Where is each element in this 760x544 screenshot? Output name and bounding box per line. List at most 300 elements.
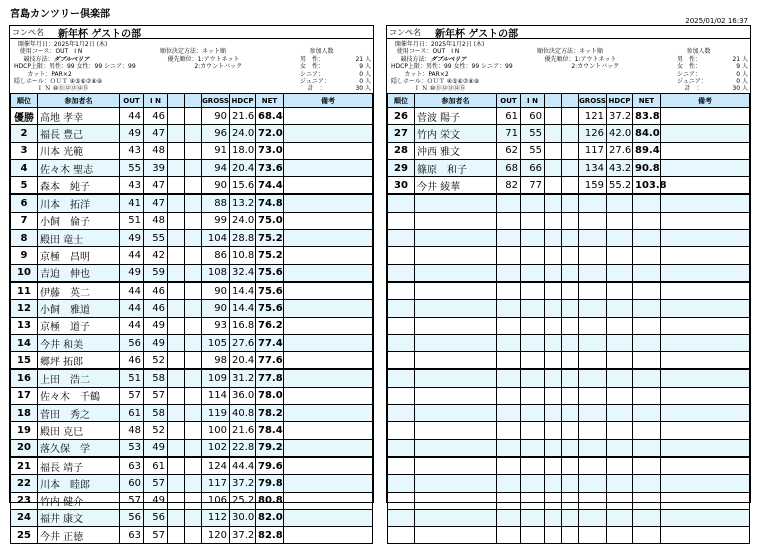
in-cell: 61 [144,457,168,475]
out-cell: 46 [120,352,144,370]
rank-cell: 7 [11,212,38,229]
note-cell [284,125,373,142]
blank-cell [168,492,185,509]
blank-cell [562,387,579,404]
net-cell: 75.2 [256,247,284,264]
compe-info [387,39,750,93]
count-value: 21 人 [732,55,748,63]
note-cell [661,369,750,387]
note-cell [284,142,373,159]
blank-cell [562,457,579,475]
note-cell [661,475,750,492]
net-cell: 75.0 [256,212,284,229]
blank-cell [168,387,185,404]
count-value: 30 人 [355,85,371,93]
in-cell [521,230,545,247]
net-cell [633,247,661,264]
note-cell [661,422,750,439]
gross-cell: 88 [202,194,230,212]
blank-cell [562,264,579,282]
name-cell [415,282,497,300]
hdcp-cell: 18.0 [230,142,256,159]
note-cell [661,387,750,404]
in-cell: 48 [144,212,168,229]
blank-cell [562,247,579,264]
out-cell: 63 [120,527,144,544]
hdcp-cell: 25.2 [230,492,256,509]
compe-title-bar [387,26,750,39]
info-col-2 [160,41,242,71]
out-cell [497,387,521,404]
out-cell: 63 [120,457,144,475]
note-cell [284,317,373,334]
decide-value: ネット順 [579,48,604,56]
in-cell [521,264,545,282]
blank-cell [168,108,185,125]
out-cell: 44 [120,300,144,317]
in-cell: 46 [144,282,168,300]
info-col-1 [14,41,136,93]
decide-value: ネット順 [202,48,227,56]
note-cell [661,527,750,544]
blank-cell [168,334,185,351]
net-cell [633,422,661,439]
gross-cell: 98 [202,352,230,370]
in-cell: 55 [521,142,545,159]
compe-label: コンペ名 [12,28,44,37]
note-cell [284,387,373,404]
blank-cell [185,247,202,264]
priority-label: 優先順位： [167,55,198,63]
blank-cell [185,509,202,526]
in-cell: 57 [144,387,168,404]
hidden-label: 隠しホール： [391,78,427,86]
gross-cell: 109 [202,369,230,387]
gross-cell: 93 [202,317,230,334]
name-cell [415,369,497,387]
gross-cell [579,509,607,526]
blank-cell [168,159,185,176]
info-col-1 [391,41,513,93]
header-blank [168,94,185,108]
table-row [388,334,750,351]
name-cell [415,422,497,439]
net-cell: 80.8 [256,492,284,509]
rank-cell: 12 [11,300,38,317]
gross-cell: 105 [202,334,230,351]
priority-2: 2:カウントバック [571,63,620,71]
in-cell [521,334,545,351]
left-panel [9,25,374,543]
blank-cell [562,352,579,370]
table-row [388,142,750,159]
blank-cell [562,369,579,387]
blank-cell [545,247,562,264]
blank-cell [185,334,202,351]
net-cell: 84.0 [633,125,661,142]
note-cell [284,264,373,282]
gross-cell [579,352,607,370]
table-row [11,177,373,195]
gross-cell: 104 [202,230,230,247]
table-header [11,94,373,108]
table-row [11,142,373,159]
net-cell [633,334,661,351]
out-cell: 56 [120,509,144,526]
blank-cell [168,527,185,544]
table-row [11,108,373,125]
net-cell [633,264,661,282]
net-cell [633,457,661,475]
table-row [11,352,373,370]
out-cell: 43 [120,177,144,195]
rank-cell [388,369,415,387]
results-table [10,93,373,544]
gross-cell [579,439,607,457]
header-blank [545,94,562,108]
blank-cell [185,439,202,457]
out-cell [497,457,521,475]
gross-cell [579,282,607,300]
hdcp-cell: 13.2 [230,194,256,212]
hdcp-cell [607,334,633,351]
rank-cell: 10 [11,264,38,282]
out-cell [497,282,521,300]
out-cell [497,317,521,334]
name-cell [415,439,497,457]
count-value: 9 人 [359,63,371,71]
name-cell: 篠原 和子 [415,159,497,176]
in-cell: 39 [144,159,168,176]
net-cell: 76.2 [256,317,284,334]
out-cell [497,352,521,370]
blank-cell [562,317,579,334]
hdcp-cell: 31.2 [230,369,256,387]
rank-cell [388,247,415,264]
hdcp-cell: 14.4 [230,300,256,317]
decide-label: 順位決定方法： [537,48,580,56]
table-row [388,352,750,370]
name-cell: 殿田 克巳 [38,422,120,439]
name-cell: 福長 靖子 [38,457,120,475]
out-cell: 60 [120,475,144,492]
note-cell [284,527,373,544]
compe-name: 新年杯 ゲストの部 [435,29,519,40]
hdcp-cell [607,194,633,212]
blank-cell [562,475,579,492]
out-cell: 49 [120,230,144,247]
blank-cell [185,125,202,142]
note-cell [661,142,750,159]
net-cell [633,352,661,370]
count-value: 21 人 [355,55,371,63]
gross-cell: 102 [202,439,230,457]
out-cell [497,247,521,264]
name-cell [415,212,497,229]
name-cell: 殿田 竜士 [38,230,120,247]
blank-cell [168,405,185,422]
blank-cell [168,369,185,387]
hdcp-cell: 40.8 [230,405,256,422]
date-label: 開催年月日： [17,41,54,48]
table-row [11,387,373,404]
name-cell: 落久保 学 [38,439,120,457]
net-cell [633,439,661,457]
rank-cell [388,475,415,492]
priority-label: 優先順位： [544,55,575,63]
course-value: OUT I N [55,48,83,56]
in-cell [521,457,545,475]
name-cell [415,317,497,334]
hdcp-cell [607,264,633,282]
header-blank [562,94,579,108]
table-row [388,509,750,526]
table-row [388,317,750,334]
rank-cell: 8 [11,230,38,247]
blank-cell [168,300,185,317]
out-cell: 51 [120,369,144,387]
date-value: 2025年1月2日 (木) [430,41,485,48]
header-net: NET [633,94,661,108]
rank-cell [388,387,415,404]
note-cell [284,457,373,475]
note-cell [661,247,750,264]
blank-cell [185,282,202,300]
name-cell: 森本 純子 [38,177,120,195]
hidden-out: ＯＵＴ ④⑤⑥⑦⑧⑨ [49,78,103,86]
info-count-labels [677,41,711,93]
count-value: 0 人 [359,78,371,86]
header-rank: 順位 [388,94,415,108]
blank-cell [545,387,562,404]
name-cell [415,475,497,492]
hdcp-value: 男性：99 女性：99 シニア：99 [425,63,513,71]
blank-cell [562,125,579,142]
header-gross: GROSS [579,94,607,108]
rank-cell: 3 [11,142,38,159]
course-value: OUT I N [432,48,460,56]
in-cell [521,509,545,526]
blank-cell [168,247,185,264]
name-cell [415,352,497,370]
in-cell [521,439,545,457]
out-cell [497,475,521,492]
blank-cell [168,509,185,526]
in-cell [521,212,545,229]
hdcp-cell: 27.6 [230,334,256,351]
note-cell [661,282,750,300]
count-label: 男 性： [677,55,702,63]
rank-cell: 26 [388,108,415,125]
blank-cell [185,264,202,282]
cut-label: カット： [27,70,52,78]
in-cell [521,422,545,439]
note-cell [284,369,373,387]
blank-cell [185,422,202,439]
note-cell [661,230,750,247]
name-cell: 菅波 陽子 [415,108,497,125]
hdcp-cell [607,300,633,317]
rank-cell: 29 [388,159,415,176]
gross-cell [579,492,607,509]
gross-cell: 120 [202,527,230,544]
gross-cell: 99 [202,212,230,229]
table-row [11,212,373,229]
priority-2: 2:カウントバック [194,63,243,71]
hdcp-cell: 42.0 [607,125,633,142]
rank-cell [388,422,415,439]
name-cell: 竹内 栄文 [415,125,497,142]
in-cell: 77 [521,177,545,195]
in-cell: 59 [144,264,168,282]
note-cell [284,334,373,351]
table-row [388,405,750,422]
in-cell: 46 [144,108,168,125]
net-cell [633,369,661,387]
hdcp-cell: 21.6 [230,422,256,439]
net-cell [633,475,661,492]
name-cell [415,300,497,317]
hdcp-cell [607,405,633,422]
blank-cell [545,369,562,387]
hdcp-cell: 37.2 [607,108,633,125]
name-cell: 沖西 雅文 [415,142,497,159]
note-cell [284,194,373,212]
name-cell: 伊藤 英二 [38,282,120,300]
net-cell: 75.6 [256,300,284,317]
rank-cell: 5 [11,177,38,195]
table-row [388,492,750,509]
rank-cell [388,527,415,544]
blank-cell [545,194,562,212]
net-cell [633,527,661,544]
blank-cell [545,212,562,229]
blank-cell [545,264,562,282]
hidden-out: ＯＵＴ ④⑤⑥⑦⑧⑨ [426,78,480,86]
gross-cell: 90 [202,300,230,317]
gross-cell [579,475,607,492]
gross-cell [579,334,607,351]
blank-cell [168,142,185,159]
out-cell: 44 [120,108,144,125]
in-cell [521,317,545,334]
net-cell [633,317,661,334]
hdcp-cell: 15.6 [230,177,256,195]
blank-cell [545,422,562,439]
info-count-values [723,41,748,93]
hdcp-cell [607,352,633,370]
blank-cell [545,125,562,142]
hdcp-cell: 36.0 [230,387,256,404]
in-cell: 48 [144,142,168,159]
out-cell [497,422,521,439]
blank-cell [185,142,202,159]
header-hdcp: HDCP [607,94,633,108]
in-cell [521,475,545,492]
hdcp-cell: 24.0 [230,125,256,142]
blank-cell [185,387,202,404]
note-cell [284,509,373,526]
count-value: 9 人 [736,63,748,71]
table-row [388,212,750,229]
out-cell: 41 [120,194,144,212]
blank-cell [562,159,579,176]
hdcp-cell [607,509,633,526]
out-cell [497,492,521,509]
blank-cell [562,527,579,544]
blank-cell [562,108,579,125]
in-cell: 49 [144,492,168,509]
table-row [11,492,373,509]
blank-cell [185,300,202,317]
net-cell: 75.6 [256,282,284,300]
blank-cell [545,142,562,159]
net-cell: 68.4 [256,108,284,125]
table-row [11,457,373,475]
blank-cell [562,194,579,212]
note-cell [661,439,750,457]
rank-cell: 23 [11,492,38,509]
hdcp-cell [607,457,633,475]
note-cell [284,352,373,370]
hdcp-cell [607,439,633,457]
blank-cell [545,439,562,457]
count-label: 女 性： [300,63,325,71]
blank-cell [168,475,185,492]
rank-cell: 22 [11,475,38,492]
gross-cell: 108 [202,264,230,282]
net-cell: 83.8 [633,108,661,125]
table-row [11,475,373,492]
out-cell: 71 [497,125,521,142]
header-net: NET [256,94,284,108]
header-in: I N [521,94,545,108]
gross-cell: 114 [202,387,230,404]
blank-cell [562,422,579,439]
table-row [11,405,373,422]
blank-cell [545,300,562,317]
rank-cell: 2 [11,125,38,142]
net-cell [633,387,661,404]
hdcp-cell [607,492,633,509]
count-value: 0 人 [736,78,748,86]
in-cell [521,247,545,264]
blank-cell [545,509,562,526]
header-name: 参加者名 [415,94,497,108]
rank-cell [388,194,415,212]
count-value: 0 人 [359,70,371,78]
net-cell [633,509,661,526]
table-row [11,159,373,176]
net-cell [633,282,661,300]
in-cell: 52 [144,422,168,439]
method-label: 競技方法： [400,55,431,63]
count-label: ジュニア： [677,78,707,86]
rank-cell [388,405,415,422]
rank-cell [388,457,415,475]
out-cell [497,194,521,212]
hdcp-cell: 37.2 [230,527,256,544]
table-row [11,282,373,300]
rank-cell: 30 [388,177,415,195]
hdcp-cell [607,282,633,300]
out-cell: 61 [497,108,521,125]
out-cell: 44 [120,282,144,300]
in-cell: 52 [144,352,168,370]
rank-cell: 16 [11,369,38,387]
hdcp-cell [607,317,633,334]
printed-timestamp: 2025/01/02 16:37 [685,17,748,25]
